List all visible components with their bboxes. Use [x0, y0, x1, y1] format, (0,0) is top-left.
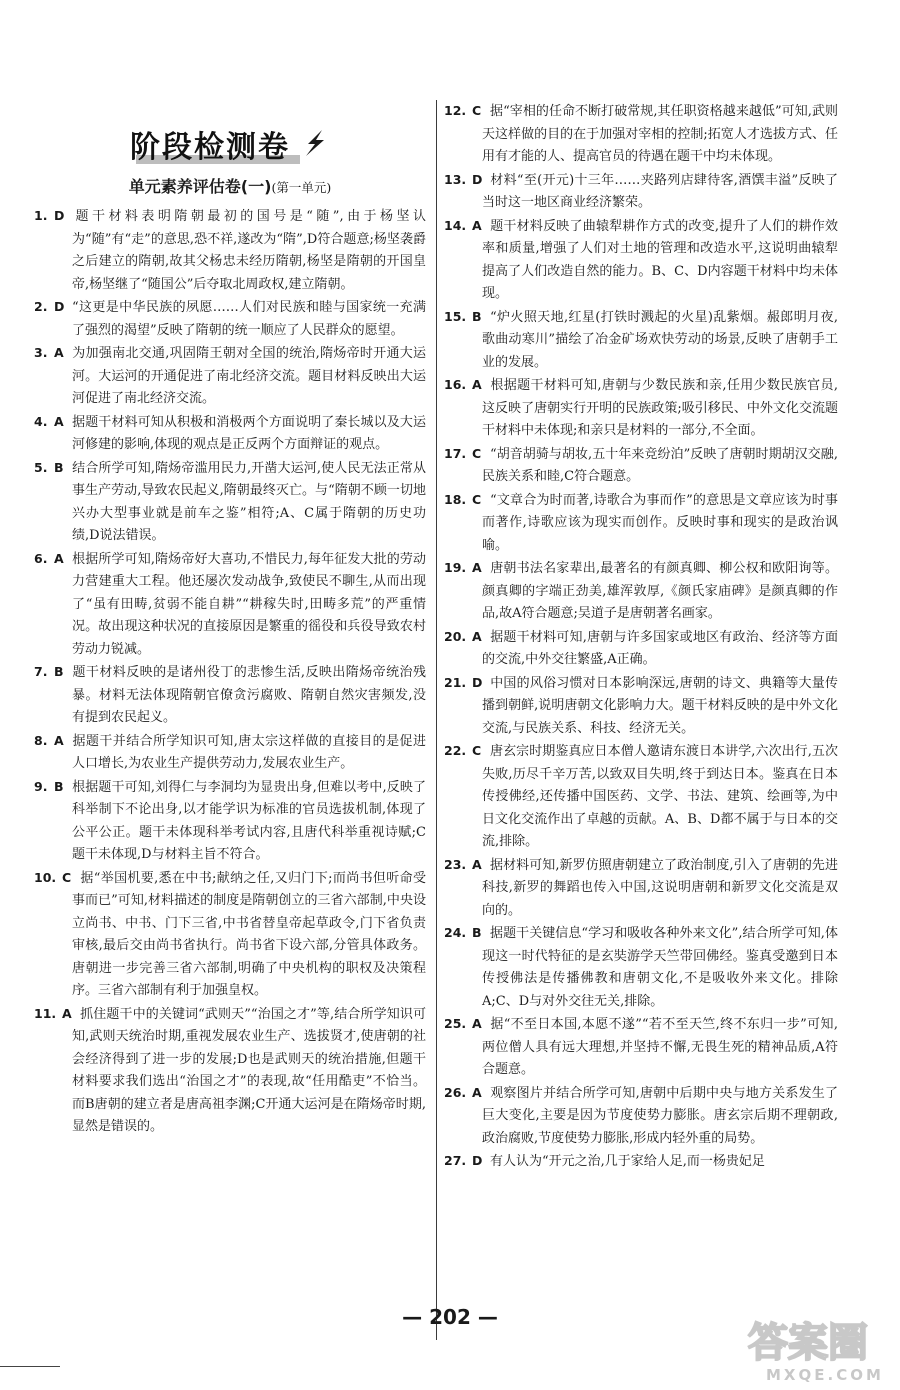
section-title-text	[130, 122, 330, 166]
answer-choice: C	[472, 103, 482, 118]
watermark-top-text: 答案圈	[748, 1320, 868, 1366]
explanation-text: 据“不至日本国,本愿不遂”“若不至天竺,终不东归一步”可知,两位僧人具有远大理想,并坚持不懈,无畏生死的精神品质,A符合题意。	[482, 1017, 838, 1077]
question-number: 4.	[34, 413, 48, 429]
answer-item	[444, 1150, 838, 1174]
lightning-bolt-icon	[300, 128, 330, 158]
answer-item	[444, 672, 838, 741]
answer-item	[444, 626, 838, 672]
explanation-text: 抓住题干中的关键词“武则天”“治国之才”等,结合所学知识可知,武则天统治时期,重视发展农业生产、选拔贤才,使唐朝的社会经济得到了进一步的发展;D也是武则天的统治措施,但题干材料要求我们选出“治国之才”的表现,故“任用酷吏”不恰当。而B唐朝的建立者是唐高祖李渊;C开通大运河是在隋炀帝时期,显然是错误的。	[72, 1006, 426, 1134]
answer-item	[444, 489, 838, 558]
answer-choice: B	[472, 925, 482, 940]
explanation-text: 材料“至(开元)十三年……夹路列店肆待客,酒馔丰溢”反映了当时这一地区商业经济繁荣。	[482, 172, 838, 210]
explanation-text: 据题干材料可知,唐朝与许多国家或地区有政治、经济等方面的交流,中外交往繁盛,A正确。	[482, 629, 838, 667]
question-number: 14.	[444, 217, 467, 233]
question-number: 18.	[444, 491, 467, 507]
section-title	[34, 122, 426, 166]
answer-item	[34, 457, 426, 548]
answer-choice: A	[472, 856, 482, 872]
page-number: — 202 —	[402, 1305, 498, 1329]
answer-choice: C	[472, 743, 482, 758]
explanation-text: 有人认为“开元之治,几于家给人足,而一杨贵妃足	[490, 1154, 765, 1169]
left-column	[34, 102, 426, 1139]
subtitle-main: 单元素养评估卷(一)	[128, 177, 272, 196]
question-number: 21.	[444, 674, 467, 690]
explanation-text: 为加强南北交通,巩固隋王朝对全国的统治,隋炀帝时开通大运河。大运河的开通促进了南北经济交流。题目材料反映出大运河促进了南北经济交流。	[72, 346, 426, 406]
question-number: 11.	[34, 1005, 57, 1021]
question-number: 24.	[444, 925, 467, 940]
explanation-text: 根据题干材料可知,唐朝与少数民族和亲,任用少数民族官员,这反映了唐朝实行开明的民族政策;吸引移民、中外文化交流题干材料中未体现;和亲只是材料的一部分,不全面。	[482, 378, 838, 438]
answer-choice: A	[472, 628, 482, 644]
question-number: 1.	[34, 208, 48, 223]
answer-item	[444, 306, 838, 375]
question-number: 15.	[444, 308, 467, 324]
answer-choice: D	[472, 171, 483, 187]
answer-item	[444, 100, 838, 169]
explanation-text: 据“举国机要,悉在中书;献纳之任,又归门下;而尚书但听命受事而已”可知,材料描述的制度是隋朝创立的三省六部制,中央设立尚书、中书、门下三省,中书省替皇帝起草政令,门下省负责审核,最后交由尚书省执行。尚书省下设六部,分管具体政务。唐朝进一步完善三省六部制,明确了中央机构的职权及决策程序。三省六部制有利于加强皇权。	[72, 870, 426, 998]
answer-choice: A	[54, 732, 64, 748]
explanation-text: 据题干关键信息“学习和吸收各种外来文化”,结合所学可知,体现这一时代特征的是玄奘游学天竺带回佛经。鉴真受邀到日本传授佛法是传播佛教和唐朝文化,不是吸收外来文化。排除A;C、D与对外交往无关,排除。	[482, 926, 838, 1009]
question-number: 9.	[34, 778, 48, 794]
answer-choice: D	[54, 208, 65, 223]
answer-item	[34, 776, 426, 867]
answer-item	[34, 342, 426, 411]
question-number: 2.	[34, 299, 48, 314]
question-number: 7.	[34, 664, 48, 679]
answer-choice: A	[472, 560, 482, 575]
answer-choice: A	[472, 1016, 482, 1031]
answer-item	[444, 215, 838, 306]
answer-item	[34, 411, 426, 457]
answer-choice: A	[472, 1084, 482, 1100]
question-number: 10.	[34, 869, 57, 885]
question-number: 12.	[444, 103, 467, 118]
answer-item	[444, 374, 838, 443]
question-number: 20.	[444, 628, 467, 644]
answer-item	[444, 169, 838, 215]
question-number: 25.	[444, 1016, 467, 1031]
answer-list-left	[34, 205, 426, 1139]
answer-choice: D	[472, 1153, 483, 1168]
answer-item	[444, 922, 838, 1013]
answer-choice: B	[54, 459, 64, 475]
explanation-text: 观察图片并结合所学可知,唐朝中后期中央与地方关系发生了巨大变化,主要是因为节度使势力膨胀。唐玄宗后期不理朝政,政治腐败,节度使势力膨胀,形成内轻外重的局势。	[482, 1085, 838, 1146]
question-number: 17.	[444, 445, 467, 461]
question-number: 26.	[444, 1084, 467, 1100]
bottom-rule	[0, 1366, 60, 1367]
answer-choice: C	[472, 445, 482, 461]
answer-choice: D	[54, 299, 65, 314]
question-number: 22.	[444, 743, 467, 758]
answer-choice: A	[54, 550, 64, 566]
answer-item	[444, 740, 838, 854]
answer-item	[34, 730, 426, 776]
explanation-text: 中国的风俗习惯对日本影响深远,唐朝的诗文、典籍等大量传播到朝鲜,说明唐朝文化影响力大。题干材料反映的是中外文化交流,与民族关系、科技、经济无关。	[482, 675, 838, 736]
question-number: 8.	[34, 732, 48, 748]
answer-choice: A	[472, 377, 482, 392]
answer-item	[34, 205, 426, 296]
answer-choice: D	[472, 674, 483, 690]
watermark-logo	[688, 1316, 888, 1386]
answer-item	[444, 1082, 838, 1151]
explanation-text: 结合所学可知,隋炀帝滥用民力,开凿大运河,使人民无法正常从事生产劳动,导致农民起义,隋朝最终灭亡。与“隋朝不顾一切地兴办大型事业就是前车之鉴”相符;A、C属于隋朝的历史功绩,D说法错误。	[72, 460, 426, 543]
explanation-text: 据题干并结合所学知识可知,唐太宗这样做的直接目的是促进人口增长,为农业生产提供劳动力,发展农业生产。	[72, 733, 426, 771]
question-number: 23.	[444, 856, 467, 872]
answer-item	[34, 296, 426, 342]
explanation-text: 据题干材料可知从积极和消极两个方面说明了秦长城以及大运河修建的影响,体现的观点是正反两个方面辩证的观点。	[72, 414, 426, 452]
column-divider	[436, 100, 437, 1340]
answer-item	[444, 557, 838, 626]
answer-item	[34, 548, 426, 662]
right-column	[444, 100, 838, 1174]
answer-choice: A	[54, 413, 64, 429]
answer-item	[444, 1013, 838, 1082]
answer-item	[444, 443, 838, 489]
answer-list-right	[444, 100, 838, 1174]
section-subtitle	[34, 174, 426, 197]
question-number: 3.	[34, 345, 48, 360]
explanation-text: “胡音胡骑与胡妆,五十年来竞纷泊”反映了唐朝时期胡汉交融,民族关系和睦,C符合题意。	[482, 446, 838, 484]
watermark-bottom-text: MXQE.COM	[766, 1366, 884, 1384]
explanation-text: 唐朝书法名家辈出,最著名的有颜真卿、柳公权和欧阳询等。颜真卿的字端正劲美,雄浑敦厚,《颜氏家庙碑》是颜真卿的作品,故A符合题意;吴道子是唐朝著名画家。	[482, 561, 838, 621]
explanation-text: 据材料可知,新罗仿照唐朝建立了政治制度,引入了唐朝的先进科技,新罗的舞蹈也传入中国,这说明唐朝和新罗文化交流是双向的。	[482, 857, 838, 918]
answer-choice: A	[472, 217, 482, 233]
explanation-text: 根据题干可知,刘得仁与李洞均为显贵出身,但难以考中,反映了科举制下不论出身,以才能学识为标准的官员选拔机制,体现了公平公正。题干未体现科举考试内容,且唐代科举重视诗赋;C题干未体现,D与材料主旨不符合。	[72, 779, 426, 862]
question-number: 16.	[444, 377, 467, 392]
section-title-label: 阶段检测卷	[130, 130, 290, 165]
subtitle-note: (第一单元)	[271, 180, 332, 195]
answer-choice: A	[62, 1005, 72, 1021]
question-number: 5.	[34, 459, 48, 475]
answer-item	[444, 854, 838, 923]
answer-choice: B	[54, 664, 64, 679]
explanation-text: 据“宰相的任命不断打破常规,其任职资格越来越低”可知,武则天这样做的目的在于加强对宰相的控制;拓宽人才选拔方式、任用有才能的人、提高官员的待遇在题干中均未体现。	[482, 104, 838, 164]
explanation-text: 题干材料反映了曲辕犁耕作方式的改变,提升了人们的耕作效率和质量,增强了人们对土地的管理和改造水平,这说明曲辕犁提高了人们改造自然的能力。B、C、D内容题干材料中均未体现。	[482, 218, 838, 301]
explanation-text: “文章合为时而著,诗歌合为事而作”的意思是文章应该为时事而著作,诗歌应该为现实而创作。反映时事和现实的是政治讽喻。	[482, 492, 838, 553]
question-number: 6.	[34, 550, 48, 566]
answer-item	[34, 867, 426, 1003]
answer-choice: B	[54, 778, 64, 794]
question-number: 13.	[444, 171, 467, 187]
explanation-text: 题干材料表明隋朝最初的国号是“随”,由于杨坚认为“随”有“走”的意思,恐不祥,遂改为“隋”,D符合题意;杨坚袭爵之后建立的隋朝,故其父杨忠未经历隋朝,杨坚是隋朝的开国皇帝,杨坚继了“随国公”后夺取北周政权,建立隋朝。	[72, 209, 426, 292]
explanation-text: 根据所学可知,隋炀帝好大喜功,不惜民力,每年征发大批的劳动力营建重大工程。他还屡次发动战争,致使民不聊生,从而出现了“虽有田畴,贫弱不能自耕”“耕稼失时,田畴多荒”的严重情况。故出现这种状况的直接原因是繁重的徭役和兵役导致农村劳动力锐减。	[72, 551, 426, 657]
explanation-text: “这更是中华民族的夙愿……人们对民族和睦与国家统一充满了强烈的渴望”反映了隋朝的统一顺应了人民群众的愿望。	[72, 300, 426, 338]
answer-choice: C	[472, 491, 482, 507]
question-number: 27.	[444, 1153, 467, 1168]
answer-item	[34, 1003, 426, 1139]
question-number: 19.	[444, 560, 467, 575]
explanation-text: 题干材料反映的是诸州役丁的悲惨生活,反映出隋炀帝统治残暴。材料无法体现隋朝官僚贪污腐败、隋朝自然灾害频发,没有提到农民起义。	[72, 665, 426, 725]
answer-item	[34, 661, 426, 730]
answer-choice: A	[54, 345, 64, 360]
explanation-text: “炉火照天地,红星(打铁时溅起的火星)乱紫烟。赧郎明月夜,歌曲动寒川”描绘了冶金矿场欢快劳动的场景,反映了唐朝手工业的发展。	[482, 309, 838, 370]
answer-choice: C	[62, 869, 72, 885]
explanation-text: 唐玄宗时期鉴真应日本僧人邀请东渡日本讲学,六次出行,五次失败,历尽千辛万苦,以致双目失明,终于到达日本。鉴真在日本传授佛经,还传播中国医药、文学、书法、建筑、绘画等,为中日文化交流作出了卓越的贡献。A、B、D都不属于与日本的交流,排除。	[482, 744, 838, 849]
answer-choice: B	[472, 308, 482, 324]
